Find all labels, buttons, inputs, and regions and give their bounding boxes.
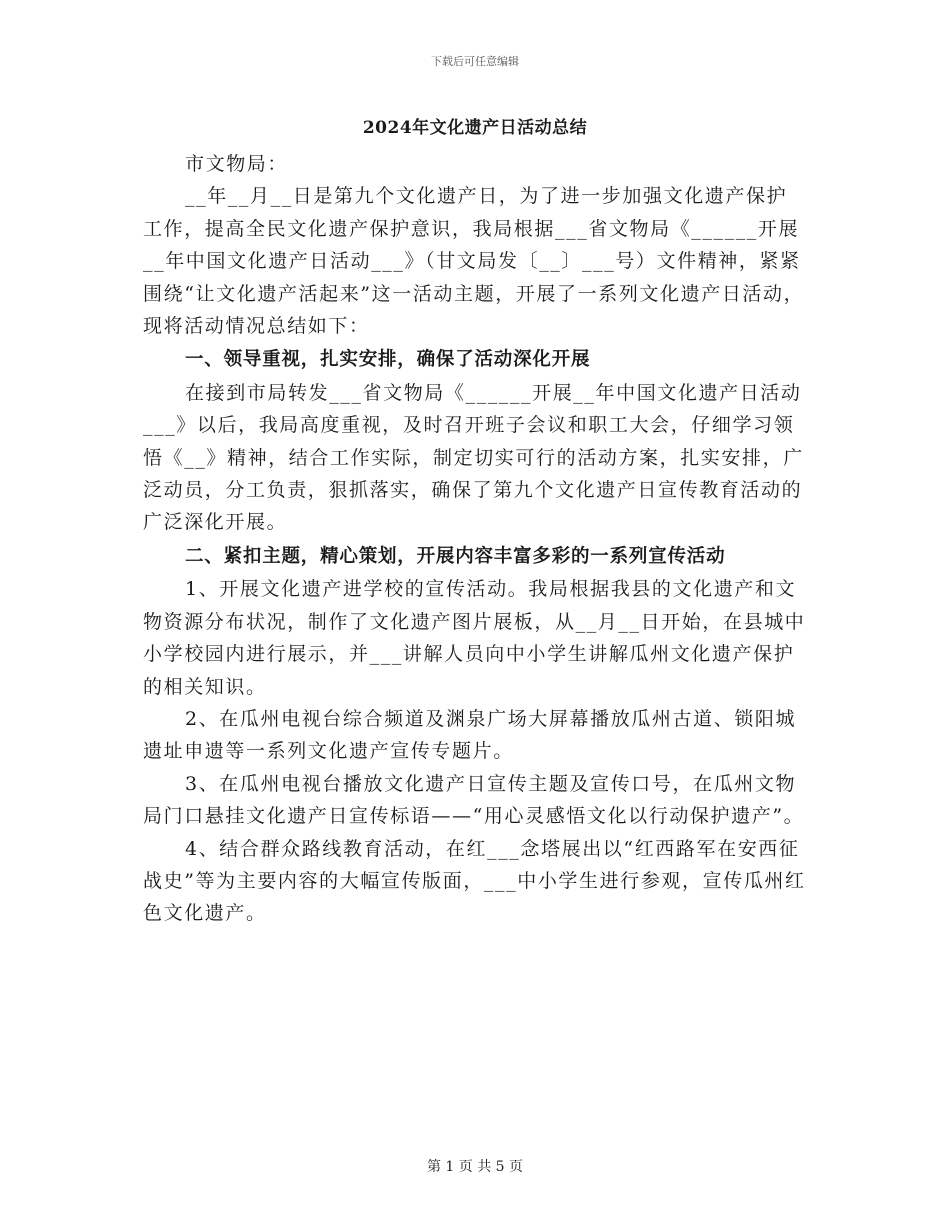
page-footer: 第 1 页 共 5 页 [426, 1159, 524, 1175]
section-2-item-4: 4、结合群众路线教育活动，在红___念塔展出以“红西路军在安西征战史”等为主要内容的大幅宣传版面，___中小学生进行参观，宣传瓜州红色文化遗产。 [143, 837, 806, 925]
section-2-item-2: 2、在瓜州电视台综合频道及渊泉广场大屏幕播放瓜州古道、锁阳城遗址申遗等一系列文化遗产宣传专题片。 [143, 707, 797, 763]
document-body [143, 108, 807, 930]
document-title: 2024年文化遗产日活动总结 [362, 118, 588, 138]
section-2-item-3: 3、在瓜州电视台播放文化遗产日宣传主题及宣传口号，在瓜州文物局门口悬挂文化遗产日宣传标语——“用心灵感悟文化以行动保护遗产”。 [143, 772, 805, 828]
intro-paragraph: __年__月__日是第九个文化遗产日，为了进一步加强文化遗产保护工作，提高全民文化遗产保护意识，我局根据___省文物局《______开展__年中国文化遗产日活动___》（甘文局发〔__〕___号）文件精神，紧紧围绕“让文化遗产活起来”这一活动主题，开展了一系列文化遗产日活动，现将活动情况总结如下： [143, 185, 805, 338]
header-note: 下载后可任意编辑 [431, 55, 519, 68]
section-1-body: 在接到市局转发___省文物局《______开展__年中国文化遗产日活动___》以后，我局高度重视，及时召开班子会议和职工大会，仔细学习领悟《__》精神，结合工作实际，制定切实可行的活动方案，扎实安排，广泛动员，分工负责，狠抓落实，确保了第九个文化遗产日宣传教育活动的广泛深化开展。 [143, 381, 804, 534]
section-2-item-1: 1、开展文化遗产进学校的宣传活动。我局根据我县的文化遗产和文物资源分布状况，制作了文化遗产图片展板，从__月__日开始，在县城中小学校园内进行展示，并___讲解人员向中小学生讲解瓜州文化遗产保护的相关知识。 [143, 578, 806, 698]
section-2-heading: 二、紧扣主题，精心策划，开展内容丰富多彩的一系列宣传活动 [185, 545, 726, 567]
section-1-heading: 一、领导重视，扎实安排，确保了活动深化开展 [185, 349, 591, 371]
salutation: 市文物局： [185, 153, 289, 175]
